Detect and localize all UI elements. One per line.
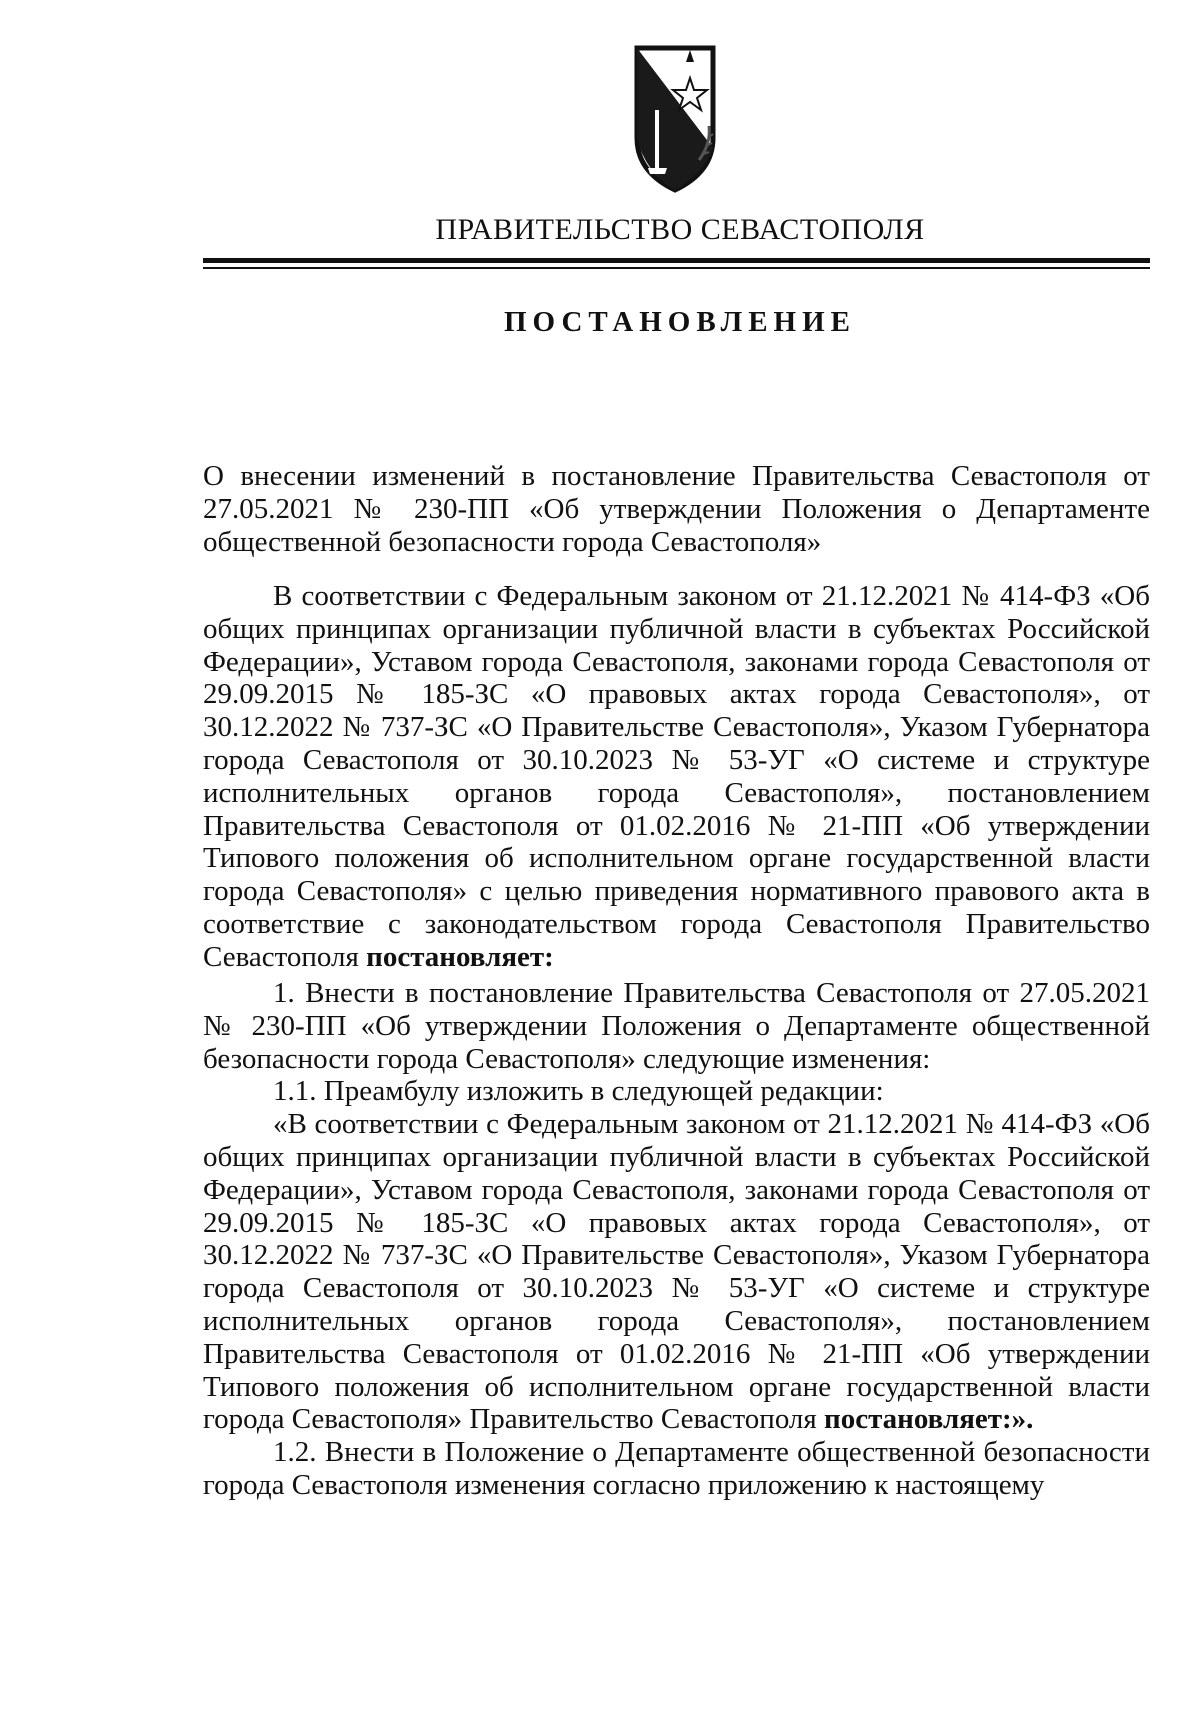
document-title <box>203 460 1150 558</box>
sevastopol-coat-of-arms-icon <box>615 40 735 200</box>
item-1-1-quote <box>203 1108 1150 1436</box>
preamble-resolves: постановляет: <box>366 940 554 973</box>
preamble-text: В соответствии с Федеральным законом от 21.12.2021 № 414-ФЗ «Об общих принципах организации публичной власти в субъектах Российской Федерации», Уставом города Севастополя, законами города Севастополя от 29.09.2015 № 185-ЗС «О правовых актах города Севастополя», от 30.12.2022 № 737-ЗС «О Правительстве Севастополя», Указом Губернатора города Севастополя от 30.10.2023 № 53-УГ «О системе и структуре исполнительных органов города Севастополя», постановлением Правительства Севастополя от 01.02.2016 № 21-ПП «Об утверждении Типового положения об исполнительном органе государственной власти города Севастополя» с целью приведения нормативного правового акта в соответствие с законодательством города Севастополя Правительство Севастополя <box>203 580 1150 973</box>
item-1: 1. Внести в постановление Правительства Севастополя от 27.05.2021 № 230-ПП «Об утверждении Положения о Департаменте общественной безопасности города Севастополя» следующие изменения: <box>203 977 1150 1075</box>
organization-name: ПРАВИТЕЛЬСТВО СЕВАСТОПОЛЯ <box>435 213 925 246</box>
quote-text: «В соответствии с Федеральным законом от 21.12.2021 № 414-ФЗ «Об общих принципах организации публичной власти в субъектах Российской Федерации», Уставом города Севастополя, законами города Севастополя от 29.09.2015 № 185-ЗС «О правовых актах города Севастополя», от 30.12.2022 № 737-ЗС «О Правительстве Севастополя», Указом Губернатора города Севастополя от 30.10.2023 № 53-УГ «О системе и структуре исполнительных органов города Севастополя», постановлением Правительства Севастополя от 01.02.2016 № 21-ПП «Об утверждении Типового положения об исполнительном органе государственной власти города Севастополя» Правительство Севастополя <box>203 1108 1150 1436</box>
preamble <box>203 580 1150 974</box>
quote-resolves: постановляет:». <box>824 1403 1034 1436</box>
document-type: ПОСТАНОВЛЕНИЕ <box>503 306 856 338</box>
decree-items <box>203 977 1150 1502</box>
item-1-1: 1.1. Преамбулу изложить в следующей редакции: <box>273 1075 884 1108</box>
title-text: О внесении изменений в постановление Правительства Севастополя от 27.05.2021 № 230-ПП «Об утверждении Положения о Департаменте общественной безопасности города Севастополя» <box>203 460 1150 558</box>
header-rule-thin <box>203 267 1150 269</box>
preamble-paragraph <box>203 580 1150 974</box>
header-rule-thick <box>203 258 1150 263</box>
item-1-2: 1.2. Внести в Положение о Департаменте общественной безопасности города Севастополя изменения согласно приложению к настоящему <box>203 1436 1150 1501</box>
